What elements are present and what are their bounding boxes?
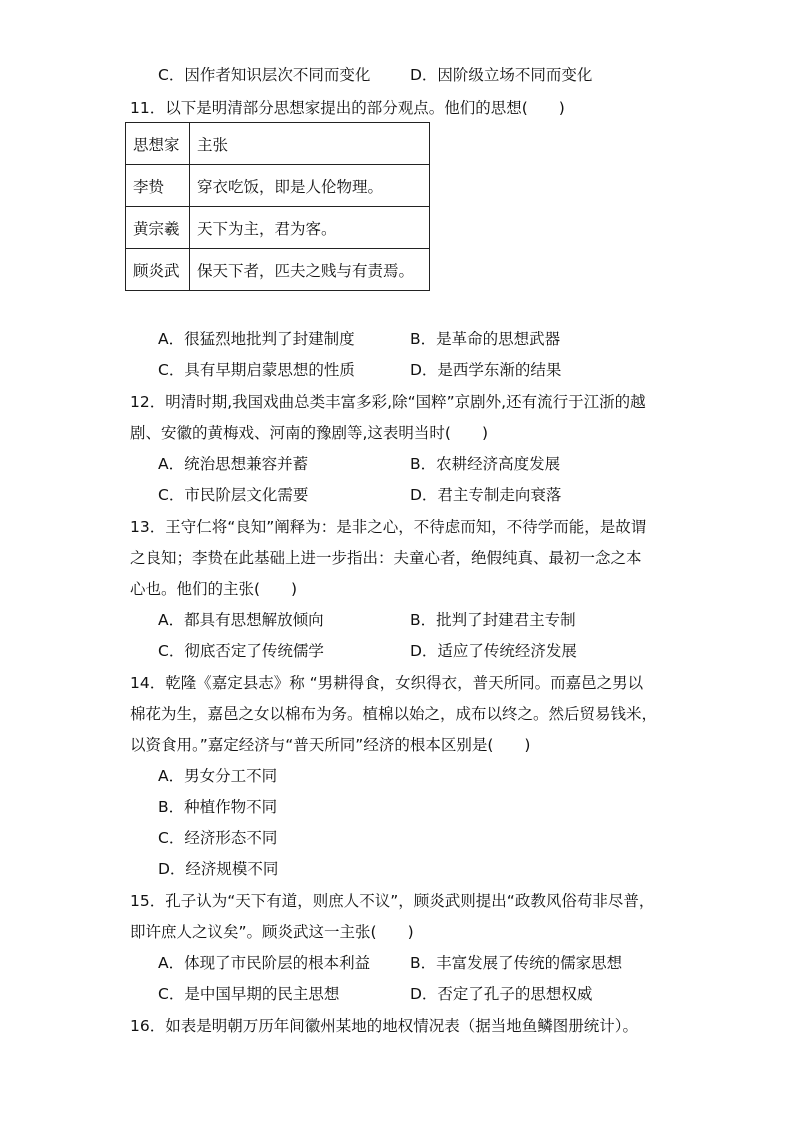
q15-stem-line2: 即许庶人之议矣”。顾炎武这一主张( ) — [130, 923, 414, 941]
q10-option-d: D．因阶级立场不同而变化 — [410, 66, 593, 84]
q14-option-b: B．种植作物不同 — [158, 798, 278, 816]
table-header-claim: 主张 — [190, 123, 430, 165]
q11-stem: 11．以下是明清部分思想家提出的部分观点。他们的思想( ) — [130, 99, 565, 117]
q14-option-c: C．经济形态不同 — [158, 829, 278, 847]
q13-stem-line1: 13．王守仁将“良知”阐释为：是非之心，不待虑而知，不待学而能，是故谓 — [130, 518, 647, 536]
q11-table — [125, 122, 430, 291]
q14-stem-line1: 14．乾隆《嘉定县志》称 “男耕得食，女织得衣，普天所同。而嘉邑之男以 — [130, 674, 644, 692]
q15-stem-line1: 15．孔子认为“天下有道，则庶人不议”，顾炎武则提出“政教风俗苟非尽普， — [130, 892, 655, 910]
q14-stem-line3: 以资食用。”嘉定经济与“普天所同”经济的根本区别是( ) — [130, 736, 531, 754]
table-header-thinker: 思想家 — [126, 123, 190, 165]
q13-stem-line2: 之良知；李贽在此基础上进一步指出：夫童心者，绝假纯真、最初一念之本 — [130, 549, 642, 567]
q12-stem-line2: 剧、安徽的黄梅戏、河南的豫剧等,这表明当时( ) — [130, 424, 489, 442]
q12-option-d: D．君主专制走向衰落 — [410, 486, 562, 504]
q12-option-a: A．统治思想兼容并蓄 — [158, 455, 309, 473]
table-row — [126, 249, 430, 291]
q16-stem: 16．如表是明朝万历年间徽州某地的地权情况表（据当地鱼鳞图册统计）。 — [130, 1017, 638, 1035]
q11-option-b: B．是革命的思想武器 — [410, 330, 561, 348]
table-row — [126, 165, 430, 207]
q13-option-a: A．都具有思想解放倾向 — [158, 611, 324, 629]
table-cell-thinker: 李贽 — [126, 165, 190, 207]
q10-option-c: C．因作者知识层次不同而变化 — [158, 66, 371, 84]
q13-stem-line3: 心也。他们的主张( ) — [130, 580, 298, 598]
q13-option-c: C．彻底否定了传统儒学 — [158, 642, 324, 660]
table-cell-thinker: 黄宗羲 — [126, 207, 190, 249]
q14-stem-line2: 棉花为生，嘉邑之女以棉布为务。植棉以始之，成布以终之。然后贸易钱米， — [130, 705, 658, 723]
table-cell-claim: 保天下者，匹夫之贱与有责焉。 — [190, 249, 430, 291]
table-cell-claim: 天下为主，君为客。 — [190, 207, 430, 249]
table-cell-claim: 穿衣吃饭，即是人伦物理。 — [190, 165, 430, 207]
q11-option-a: A．很猛烈地批判了封建制度 — [158, 330, 355, 348]
q12-option-b: B．农耕经济高度发展 — [410, 455, 561, 473]
q14-option-d: D．经济规模不同 — [158, 860, 279, 878]
q15-option-b: B．丰富发展了传统的儒家思想 — [410, 954, 623, 972]
q15-option-c: C．是中国早期的民主思想 — [158, 985, 340, 1003]
table-cell-thinker: 顾炎武 — [126, 249, 190, 291]
q12-stem-line1: 12．明清时期,我国戏曲总类丰富多彩,除“国粹”京剧外,还有流行于江浙的越 — [130, 393, 646, 411]
q14-option-a: A．男女分工不同 — [158, 767, 278, 785]
q15-option-d: D．否定了孔子的思想权威 — [410, 985, 593, 1003]
q13-option-b: B．批判了封建君主专制 — [410, 611, 576, 629]
table-row — [126, 207, 430, 249]
q11-option-d: D．是西学东渐的结果 — [410, 361, 562, 379]
q13-option-d: D．适应了传统经济发展 — [410, 642, 577, 660]
table-header-row — [126, 123, 430, 165]
q15-option-a: A．体现了市民阶层的根本利益 — [158, 954, 371, 972]
q11-option-c: C．具有早期启蒙思想的性质 — [158, 361, 355, 379]
q12-option-c: C．市民阶层文化需要 — [158, 486, 309, 504]
